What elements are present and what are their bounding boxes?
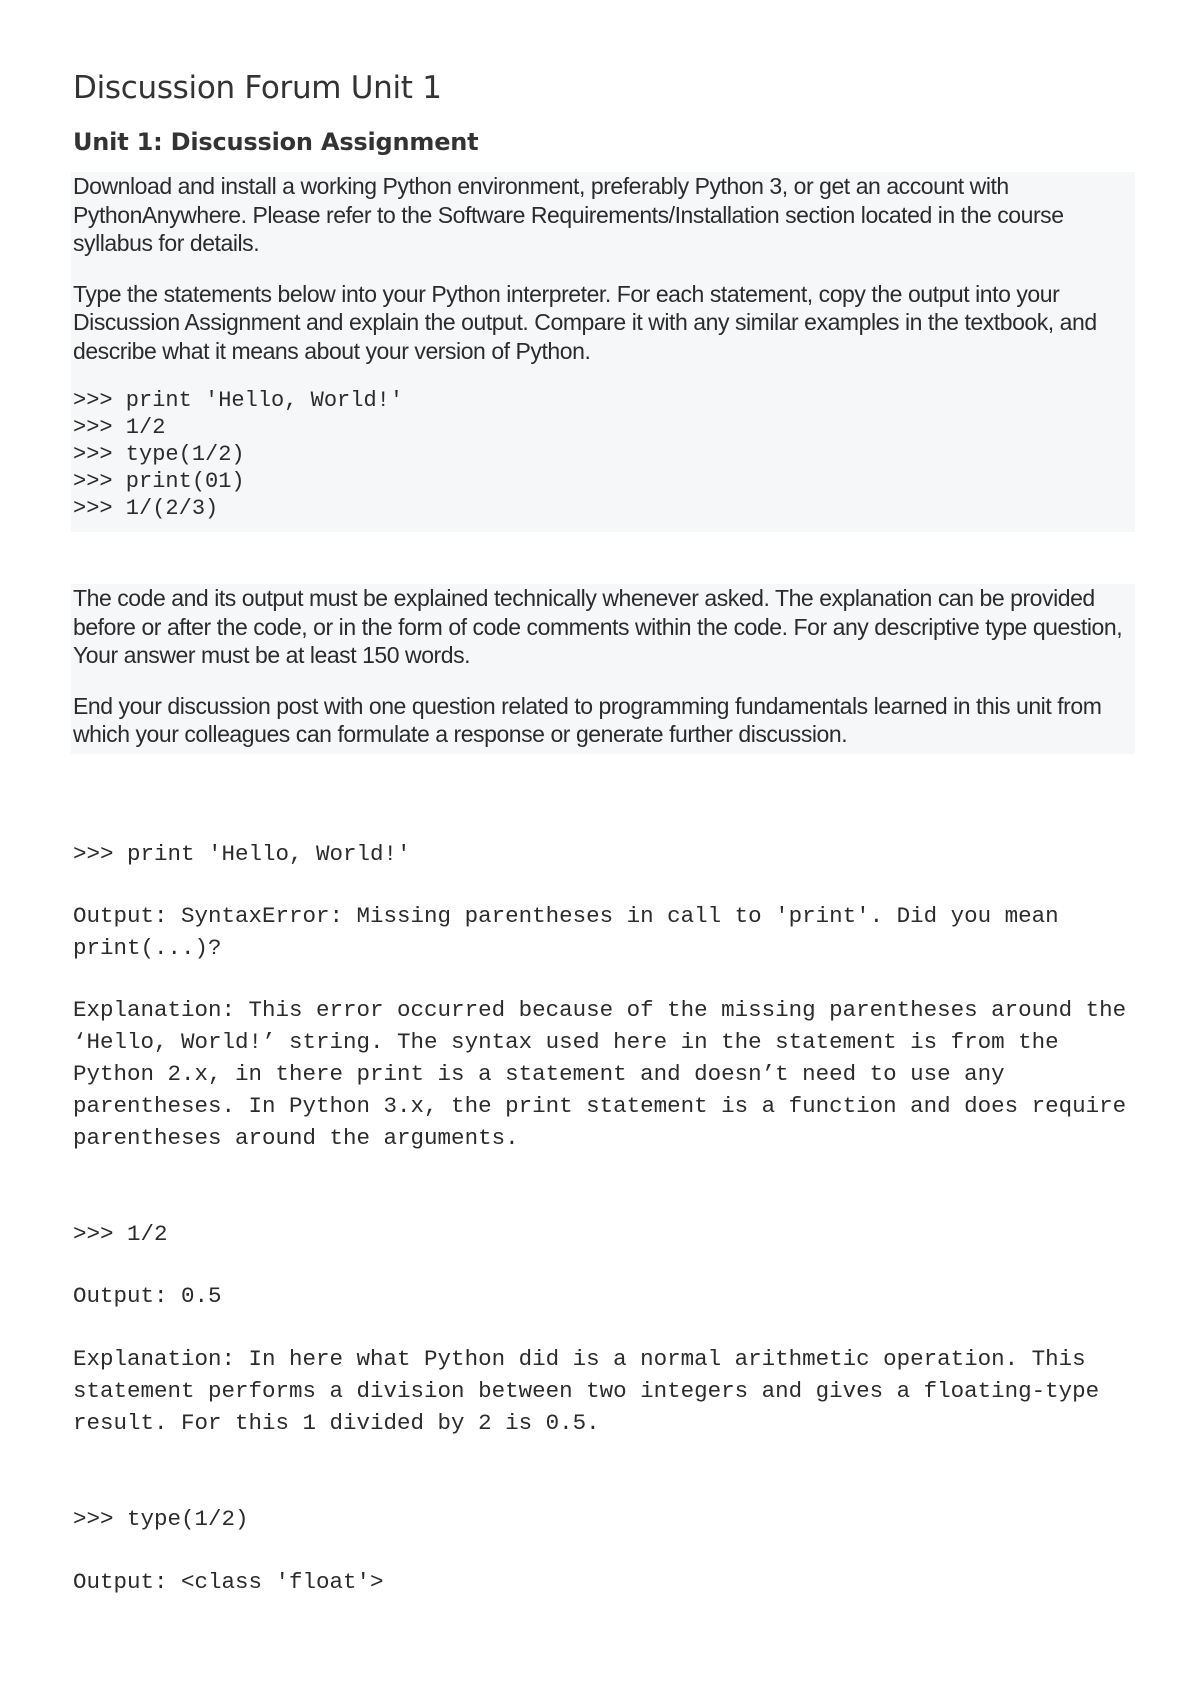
statement-line: >>> 1/2 <box>73 415 166 440</box>
answer-1-output: Output: SyntaxError: Missing parentheses in call to 'print'. Did you mean print(...)? <box>73 903 1073 961</box>
answer-2-output: Output: 0.5 <box>73 1283 222 1309</box>
answer-2-explanation: Explanation: In here what Python did is a normal arithmetic operation. This statement performs a division between two integers and gives a floating-type result. For this 1 divided by 2 is 0.5. <box>73 1346 1113 1436</box>
statement-line: >>> type(1/2) <box>73 442 245 467</box>
instruction-paragraph-1: Download and install a working Python environment, preferably Python 3, or get an account with PythonAnywhere. Please refer to the Software Requirements/Installation section located in the course syllabus for details. <box>73 173 1064 256</box>
answer-1-explanation: Explanation: This error occurred because of the missing parentheses around the ‘Hello, World!’ string. The syntax used here in the statement is from the Python 2.x, in there print is a statement and doesn’t need to use any parentheses. In Python 3.x, the print statement is a function and does require parentheses around the arguments. <box>73 997 1140 1151</box>
statement-line: >>> print(01) <box>73 469 245 494</box>
assignment-instructions <box>71 172 1135 532</box>
statement-list <box>73 387 1131 522</box>
instruction-paragraph-3: The code and its output must be explained technically whenever asked. The explanation can be provided before or after the code, or in the form of code comments within the code. For any descriptive type question, Your answer must be at least 150 words. <box>73 585 1123 668</box>
answer-3-statement: >>> type(1/2) <box>73 1506 249 1532</box>
page-title: Discussion Forum Unit 1 <box>73 70 442 106</box>
answer-2-statement: >>> 1/2 <box>73 1221 168 1247</box>
answer-1-statement: >>> print 'Hello, World!' <box>73 841 411 867</box>
instruction-paragraph-4: End your discussion post with one question related to programming fundamentals learned in this unit from which your colleagues can formulate a response or generate further discussion. <box>73 692 1102 747</box>
page-subtitle: Unit 1: Discussion Assignment <box>73 128 479 156</box>
answer-3-output: Output: <class 'float'> <box>73 1569 384 1595</box>
statement-line: >>> print 'Hello, World!' <box>73 388 404 413</box>
assignment-requirements <box>71 584 1135 754</box>
statement-line: >>> 1/(2/3) <box>73 496 219 521</box>
instruction-paragraph-2: Type the statements below into your Python interpreter. For each statement, copy the output into your Discussion Assignment and explain the output. Compare it with any similar examples in the textbook, and describe what it means about your version of Python. <box>73 280 1097 364</box>
